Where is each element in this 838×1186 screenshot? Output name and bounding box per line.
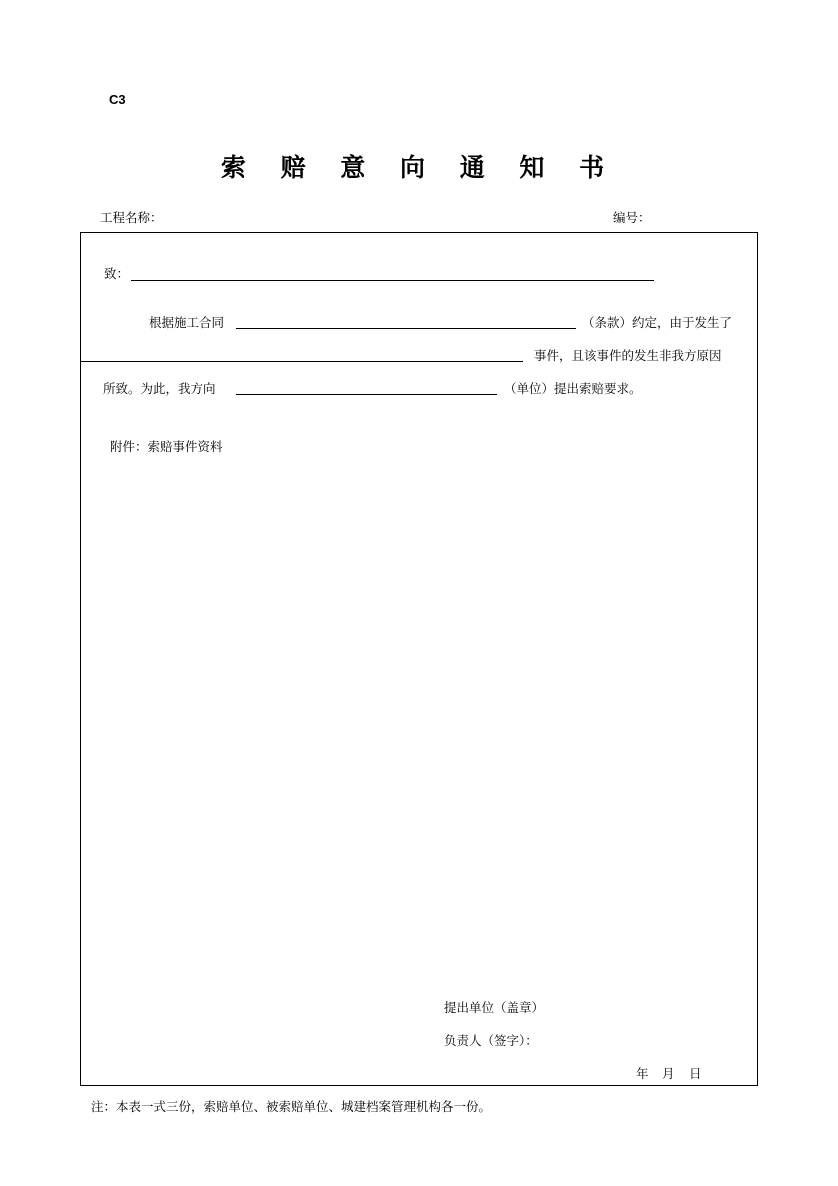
date-year-label: 年: [636, 1066, 649, 1081]
date-day-label: 日: [689, 1066, 702, 1081]
paragraph-event-text: 事件，且该事件的发生非我方原因: [534, 348, 722, 363]
footnote: 注：本表一式三份，索赔单位、被索赔单位、城建档案管理机构各一份。: [91, 1099, 492, 1114]
paragraph-contract-start: 根据施工合同: [149, 315, 225, 330]
paragraph-claim-start: 所致。为此，我方向: [103, 381, 216, 396]
attachment-label: 附件：索赔事件资料: [110, 439, 223, 454]
number-label: 编号：: [613, 210, 651, 225]
project-name-label: 工程名称：: [100, 210, 163, 225]
paragraph-claim-text: （单位）提出索赔要求。: [504, 381, 642, 396]
document-title: 索 赔 意 向 通 知 书: [220, 153, 618, 182]
to-label: 致：: [104, 266, 130, 281]
responsible-person-label: 负责人（签字）：: [444, 1033, 538, 1048]
paragraph-clause-text: （条款）约定，由于发生了: [582, 315, 733, 330]
contract-blank[interactable]: [236, 328, 576, 329]
submit-unit-label: 提出单位（盖章）: [444, 1000, 545, 1015]
date-month-label: 月: [662, 1066, 675, 1081]
form-code: C3: [109, 92, 126, 107]
claimed-unit-blank[interactable]: [236, 394, 497, 395]
recipient-blank[interactable]: [131, 280, 654, 281]
event-blank[interactable]: [80, 361, 523, 362]
